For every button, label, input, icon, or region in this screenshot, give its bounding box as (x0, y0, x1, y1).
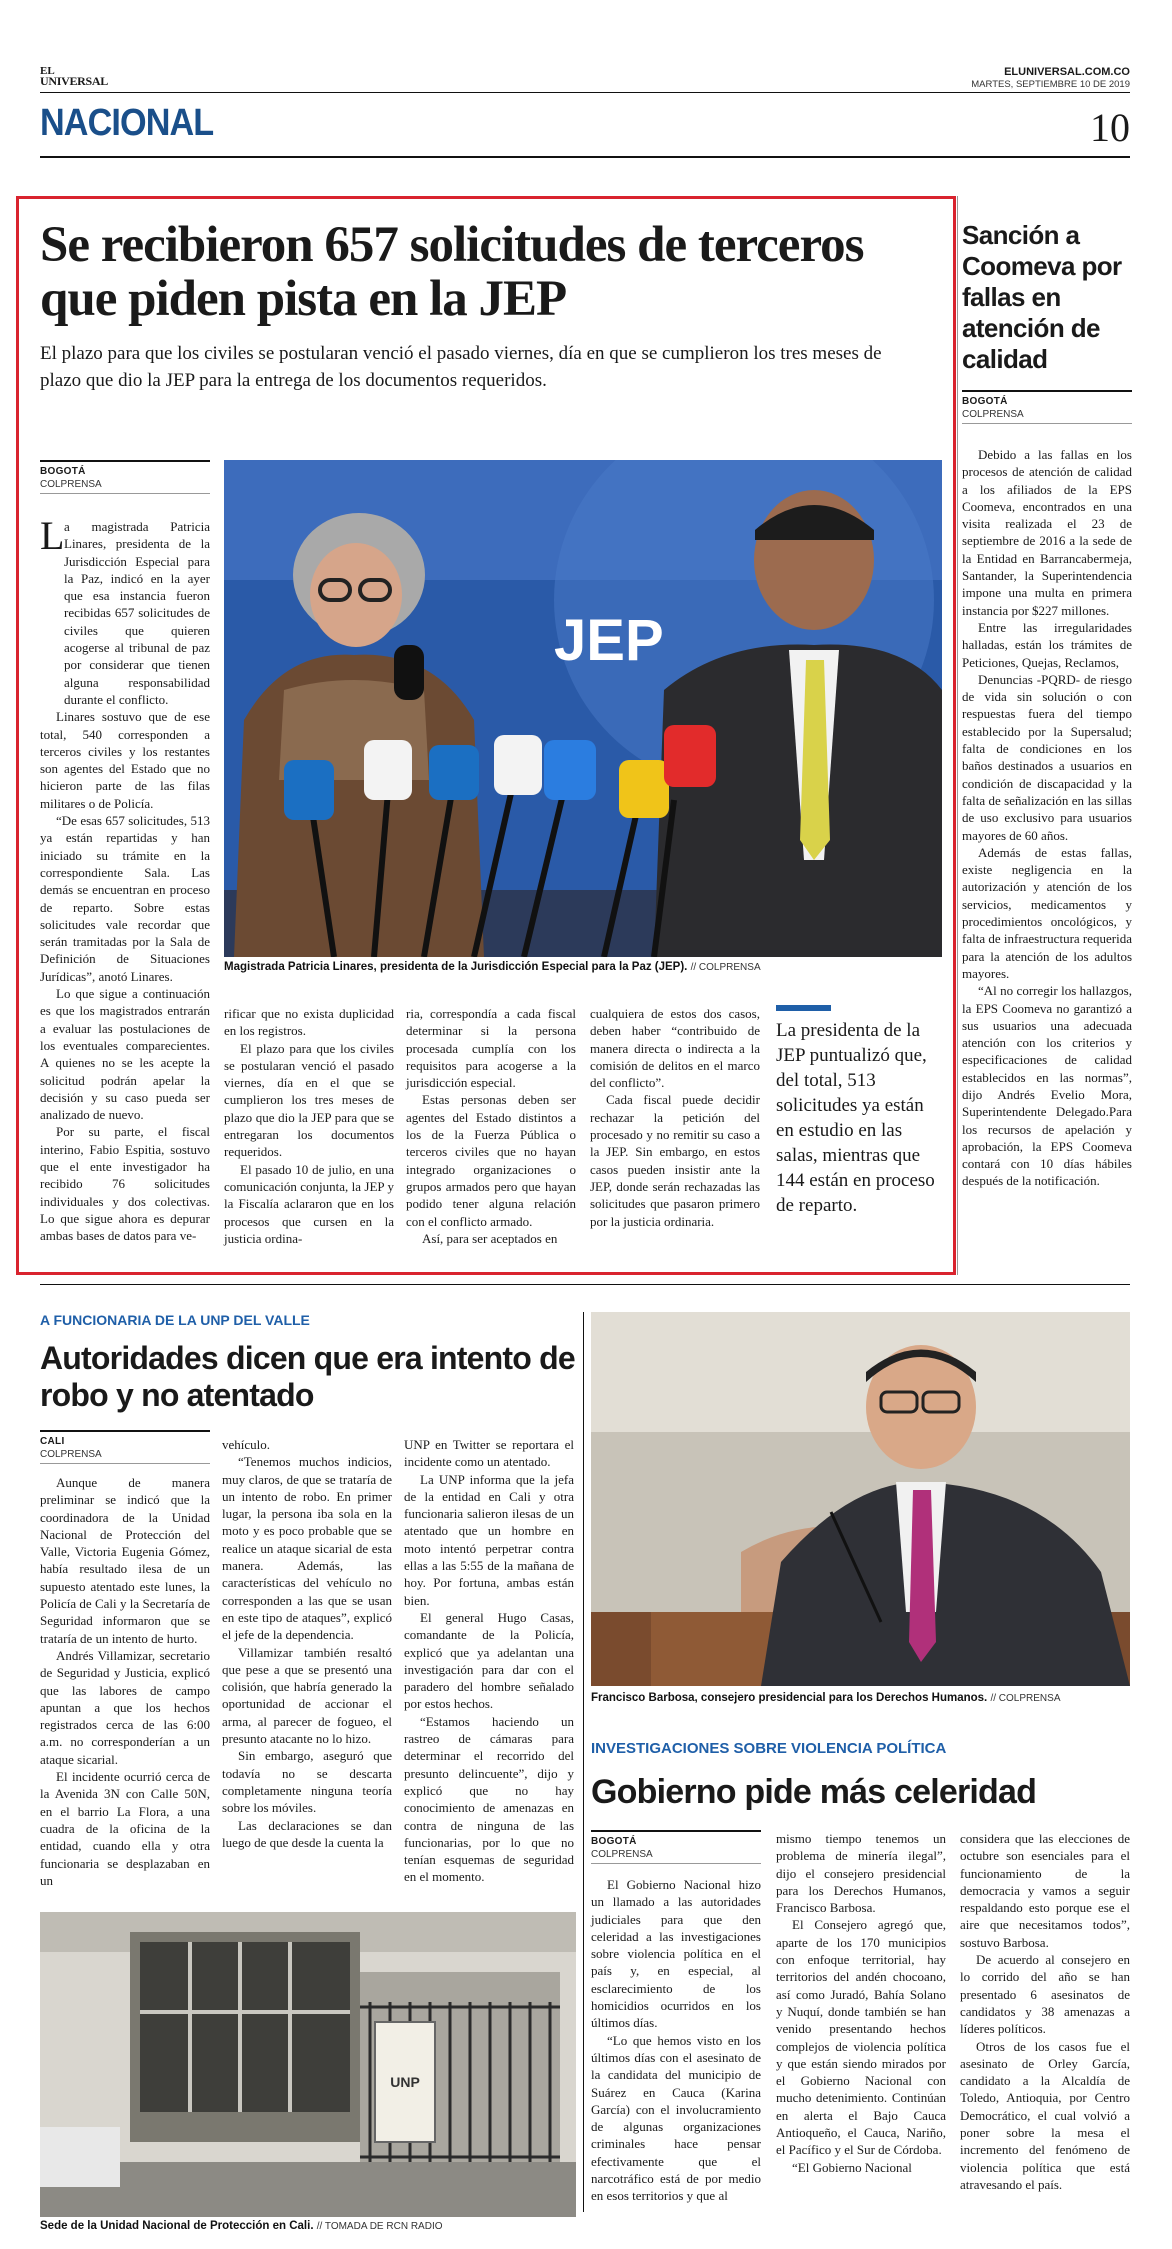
story2-dateline (40, 1430, 210, 1464)
story3-col3-p1: considera que las elecciones de octubre son esenciales para el funcionamiento de la democracia y vamos a seguir respaldando esto porque ese el aire que necesitamos todos”, sostuvo Barbosa. (960, 1831, 1130, 1950)
lead-agency: COLPRENSA (40, 478, 210, 494)
story2-col2-p4: Sin embargo, aseguró que todavía no se descarta completamente ninguna teoría sobre los móviles. (222, 1748, 392, 1816)
story2-agency: COLPRENSA (40, 1448, 210, 1464)
story2-col3-p1: UNP en Twitter se reportara el incidente como un atentado. (404, 1437, 574, 1470)
story3-col1-p2: “Lo que hemos visto en los últimos días con el asesinato de la candidata del municipio de Suárez en Cauca (Karina García) con el involucramiento de algunas organizaciones criminales hace pensar efectivamente que el narcotráfico está de por medio en esos territorios y que al (591, 2032, 761, 2204)
lead-col3-p3: Así, para ser aceptados en (422, 1230, 558, 1246)
story3-photo-caption-row (591, 1692, 1130, 1704)
sidebar-city: BOGOTÁ (962, 396, 1008, 407)
press-conference-photo (224, 460, 942, 957)
story3-col2-p3: “El Gobierno Nacional (792, 2159, 912, 2175)
story3-dateline (591, 1830, 761, 1864)
lead-col1-p1: a magistrada Patricia Linares, presidenta de la Jurisdicción Especial para la Paz, indicó en la ayer que esa instancia fueron recibidas 657 solicitudes de civiles que quieren acogerse al tribunal de paz por considerar que tienen alguna responsabilidad durante el conflicto. (64, 519, 210, 707)
story3-col1-p1: El Gobierno Nacional hizo un llamado a las autoridades judiciales para que den celeridad a las investigaciones sobre violencia política en el país y, en especial, al esclarecimiento de los homicidios ocurridos en los últimos días. (591, 1877, 761, 2031)
lead-dateline (40, 460, 210, 494)
story2-col3-p4: “Estamos haciendo un rastreo de cámaras para determinar el recorrido del presunto delincuente”, dijo y explicó que no hay conocimiento de amenazas en contra de ninguna de las funcionarias, por lo que no tenían esquemas de seguridad en el momento. (404, 1713, 574, 1885)
logo-line1: EL (40, 65, 55, 77)
lead-headline: Se recibieron 657 solicitudes de terceros que piden pista en la JEP (40, 217, 864, 327)
sidebar-p2: Entre las irregularidades halladas, están los trámites de Peticiones, Quejas, Reclamos, (962, 619, 1132, 670)
story2-photo (40, 1912, 576, 2217)
story2-col2-p5: Las declaraciones se dan luego de que desde la cuenta la (222, 1817, 392, 1850)
story2-column-3 (404, 1436, 574, 1886)
lead-col4-p2: Cada fiscal puede decidir rechazar la petición del procesado y no remitir su caso a la JEP. Sin embargo, en estos casos pueden insistir ante la JEP, donde serán rechazadas las solicitudes que pasaron primero por la justicia ordinaria. (590, 1092, 760, 1229)
lead-col1-p4: Lo que sigue a continuación es que los magistrados entrarán a evaluar las postulaciones de los eventuales comparecientes. A quienes no se les acepte la solicitud podrán apelar la decisión y su caso pueda ser analizado de nuevo. (40, 986, 210, 1123)
lead-column-3 (406, 1005, 576, 1247)
story2-column-1 (40, 1474, 210, 1889)
lead-deck: El plazo para que los civiles se postularan venció el pasado viernes, día en que se cumplieron los tres meses de plazo que dio la JEP para la entrega de los documentos requeridos. (40, 343, 882, 391)
story2-photo-credit: // TOMADA DE RCN RADIO (316, 2221, 443, 2232)
photo-sign-text: UNP (390, 2074, 420, 2090)
section-rule (40, 156, 1130, 158)
story3-headline: Gobierno pide más celeridad (591, 1773, 1037, 1811)
story2-col3-p3: El general Hugo Casas, comandante de la Policía, explicó que ya adelantan una investigación para dar con el paradero del hombre señalado por estos hechos. (404, 1609, 574, 1712)
story2-col2-p1: vehículo. (222, 1437, 271, 1452)
story2-col2-p3: Villamizar también resaltó que pese a que se presentó una colisión, que habría generado la oportunidad de accionar el arma, al parecer de fogueo, el presunto atacante no lo hizo. (222, 1644, 392, 1747)
lead-photo-credit: // COLPRENSA (690, 962, 761, 973)
story3-city: BOGOTÁ (591, 1836, 637, 1847)
sidebar-p5: “Al no corregir los hallazgos, la EPS Coomeva no garantizó a sus usuarios una adecuada atención con los criterios y especificaciones de calidad establecidos en las normas”, dijo Andrés Evelio Mora, Superintendente Delegado.Para los recursos de apelación y aprobación, la EPS Coomeva contará con 10 días hábiles después de la notificación. (962, 983, 1132, 1189)
sidebar-agency: COLPRENSA (962, 408, 1132, 424)
sidebar-p3: Denuncias -PQRD- de riesgo de vida sin solución o con respuestas fuera del tiempo establecido por la Supersalud; falta de condiciones en los baños destinados a usuarios en condición de discapacidad y la falta de señalización en las sillas de uso exclusivo para usuarios mayores de 60 años. (962, 671, 1132, 843)
story2-photo-caption: Sede de la Unidad Nacional de Protección en Cali. (40, 2220, 314, 2232)
story3-col3-p2: De acuerdo al consejero en lo corrido del año se han presentado 6 asesinatos de candidatos y 38 amenazas a líderes políticos. (960, 1952, 1130, 2037)
story2-column-2 (222, 1436, 392, 1851)
story3-kicker: INVESTIGACIONES SOBRE VIOLENCIA POLÍTICA (591, 1740, 947, 1757)
story3-photo-caption: Francisco Barbosa, consejero presidencial para los Derechos Humanos. (591, 1692, 988, 1704)
pullquote-bar (776, 1005, 831, 1011)
lead-photo-caption-row (224, 961, 942, 973)
lead-col1-p5: Por su parte, el fiscal interino, Fabio Espitia, sostuvo que el ente investigador ha recibido 76 solicitudes individuales y dos colectivas. Lo que sigue ahora es depurar ambas bases de datos para ve- (40, 1124, 210, 1244)
lead-col4-p1: cualquiera de estos dos casos, deben haber “contribuido de manera directa o indirecta a la comisión de delitos en el marco del conflicto”. (590, 1006, 760, 1091)
story3-column-2 (776, 1830, 946, 2176)
story2-col1-p1: Aunque de manera preliminar se indicó que la coordinadora de la Unidad Nacional de Protección del Valle, Victoria Eugenia Gómez, había resultado ilesa de un supuesto atentado este lunes, la Policía de Cali y la Secretaría de Seguridad informaron que se trataría de un intento de hurto. (40, 1475, 210, 1646)
page-number: 10 (1090, 105, 1130, 150)
lead-col3-p2: Estas personas deben ser agentes del Estado distintos a los de la Fuerza Pública o terceros civiles que no hayan integrado organizaciones o grupos armados pero que hayan podido tener alguna relación con el conflicto armado. (406, 1092, 576, 1229)
logo-line2: UNIVERSAL (40, 74, 108, 88)
bottom-divider (583, 1312, 584, 2212)
story3-col2-p2: El Consejero agregó que, aparte de los 170 municipios con enfoque territorial, hay territorios del andén chocoano, así como Juradó, Bahía Solano y Nuquí, donde también se han venido presentando hechos complejos de violencia política y que están siendo mirados por el Gobierno Nacional con mucho detenimiento. Continúan en alerta el Bajo Cauca Antioqueño, el Cauca, Nariño, el Pacífico y el Sur de Córdoba. (776, 1917, 946, 2158)
masthead-rule (40, 92, 1130, 93)
photo-logo-text: JEP (554, 608, 664, 673)
story3-col2-p1: mismo tiempo tenemos un problema de minería ilegal”, dijo el consejero presidencial para los Derechos Humanos, Francisco Barbosa. (776, 1831, 946, 1916)
sidebar-p4: Además de estas fallas, existe negligencia en la autorización y atención de los servicios, medicamentos y procedimientos oncológicos, y falta de infraestructura requerida para la atención de los adultos mayores. (962, 844, 1132, 981)
lead-column-1 (40, 513, 210, 1244)
lead-col1-p3: “De esas 657 solicitudes, 513 ya están repartidas y han iniciado su trámite en la correspondiente Sala. Las demás se encuentran en proceso de reparto. Sobre estas solicitudes vale recordar que serán tramitadas por la Sala de Definición de Situaciones Jurídicas”, anotó Linares. (40, 813, 210, 984)
pullquote: La presidenta de la JEP puntualizó que, del total, 513 solicitudes ya están en estudio en las salas, mientras que 144 están en proceso de reparto. (776, 1020, 935, 1216)
story3-col3-p3: Otros de los casos fue el asesinato de Orley García, candidato a la Alcaldía de Toledo, Antioquia, por Centro Democrático, el cual volvió a poner sobre la mesa el incremento del fenómeno de violencia política que está atravesando el país. (960, 2038, 1130, 2192)
story3-column-3 (960, 1830, 1130, 2193)
story2-headline: Autoridades dicen que era intento de robo y no atentado (40, 1340, 575, 1413)
story2-col1-p3: El incidente ocurrió cerca de la Avenida 3N con Calle 50N, en el barrio La Flora, a una cuadra de la oficina de la entidad, cuando ella y otra funcionaria se desplazaban en un (40, 1769, 210, 1888)
lead-city: BOGOTÁ (40, 466, 86, 477)
lead-column-2 (224, 1005, 394, 1247)
lead-col2-p3: El pasado 10 de julio, en una comunicación conjunta, la JEP y la Fiscalía aclararon que en los procesos que cursen en la justicia ordina- (224, 1161, 394, 1246)
story3-photo (591, 1312, 1130, 1686)
dropcap: L (40, 513, 65, 558)
lead-col2-p2: El plazo para que los civiles se postularan venció el pasado viernes, día en el que se cumplieron los tres meses de plazo que dio la JEP para que se entregaran los documentos requeridos. (224, 1040, 394, 1160)
sidebar-dateline (962, 390, 1132, 424)
lead-column-4 (590, 1005, 760, 1230)
masthead-site: ELUNIVERSAL.COM.CO (1004, 66, 1130, 78)
lead-photo (224, 460, 942, 957)
masthead-date: MARTES, SEPTIEMBRE 10 DE 2019 (971, 79, 1130, 90)
story2-col1-p2: Andrés Villamizar, secretario de Seguridad y Justicia, explicó que las labores de campo apuntan a que los hechos registrados cerca de las 6:00 a.m. no corresponderían a un ataque sicarial. (40, 1647, 210, 1767)
story2-kicker: A FUNCIONARIA DE LA UNP DEL VALLE (40, 1312, 310, 1328)
sidebar-p1: Debido a las fallas en los procesos de atención de calidad a los afiliados de la EPS Coomeva, encontrados en una visita realizada el 23 de septiembre de 2016 a la sede de la Entidad en Barrancabermeja, Santander, la Superintendencia impone una multa en primera instancia por $227 millones. (962, 447, 1132, 618)
story3-photo-credit: // COLPRENSA (990, 1693, 1061, 1704)
lead-photo-caption: Magistrada Patricia Linares, presidenta de la Jurisdicción Especial para la Paz (JEP). (224, 961, 688, 973)
sidebar-headline: Sanción a Coomeva por fallas en atención de calidad (962, 220, 1122, 374)
sidebar-divider (957, 196, 958, 1275)
sidebar-body (962, 446, 1132, 1190)
page-divider (40, 1284, 1130, 1285)
masthead-logo (40, 66, 108, 86)
lead-col2-p1: rificar que no exista duplicidad en los registros. (224, 1006, 394, 1039)
lead-col3-p1: ria, correspondía a cada fiscal determinar si la persona procesada cumplía con los requisitos para acogerse a la jurisdicción especial. (406, 1006, 576, 1091)
story2-col2-p2: “Tenemos muchos indicios, muy claros, de que se trataría de un intento de robo. En primer lugar, la persona iba sola en la moto y es poco probable que se realice un ataque sicarial de esta manera. Además, las características del vehículo no corresponden a las que se usan en este tipo de ataques”, explicó el jefe de la dependencia. (222, 1454, 392, 1643)
building-photo (40, 1912, 576, 2217)
section-title: NACIONAL (40, 102, 214, 144)
story2-photo-caption-row (40, 2220, 576, 2232)
lead-col1-p2: Linares sostuvo que de ese total, 540 corresponden a terceros civiles y los restantes son agentes del Estado que no hicieron parte de las filas militares o de Policía. (40, 709, 210, 811)
speaker-photo (591, 1312, 1130, 1686)
story3-agency: COLPRENSA (591, 1848, 761, 1864)
story3-column-1 (591, 1876, 761, 2205)
story2-col3-p2: La UNP informa que la jefa de la entidad en Cali y otra funcionaria salieron ilesas de un atentado que un hombre en moto intentó perpetrar contra ellas a las 5:55 de la mañana de hoy. Por fortuna, ambas están bien. (404, 1471, 574, 1608)
story2-city: CALI (40, 1436, 65, 1447)
